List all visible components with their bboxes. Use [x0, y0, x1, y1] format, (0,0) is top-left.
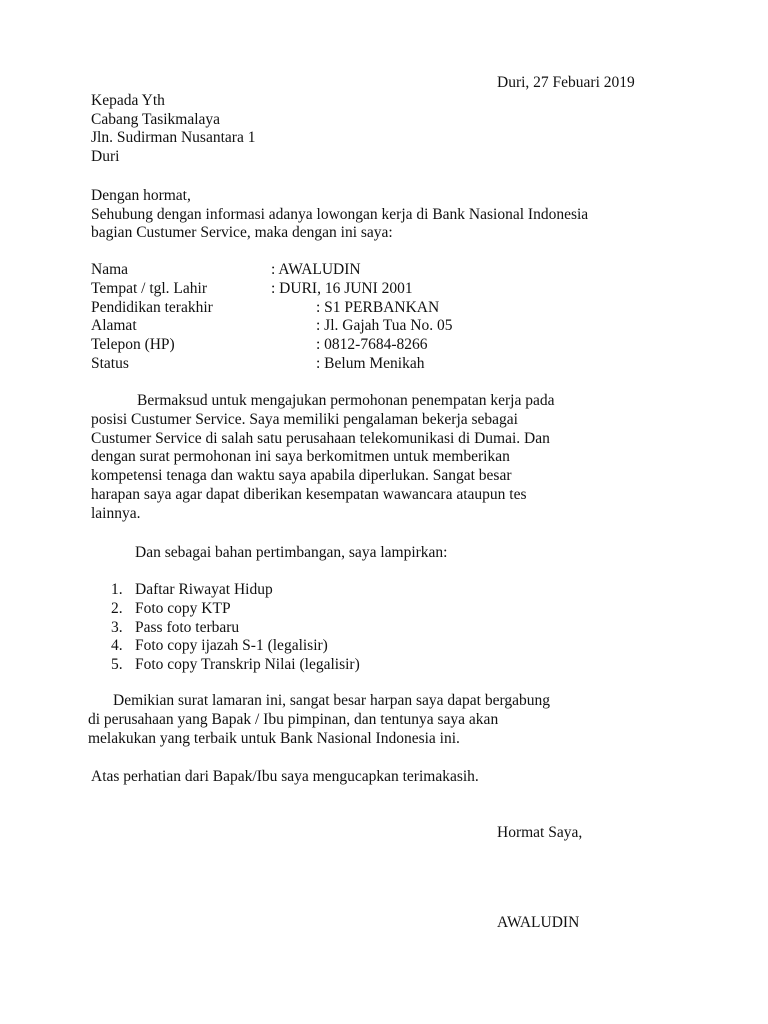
closing-paragraph — [88, 691, 550, 748]
list-text: Pass foto terbaru — [135, 618, 240, 636]
paragraph-line: lainnya. — [91, 504, 141, 522]
bio-label: Pendidikan terakhir — [91, 298, 213, 316]
intro-line: bagian Custumer Service, maka dengan ini saya: — [91, 224, 393, 242]
signer-name: AWALUDIN — [497, 914, 580, 931]
bio-label: Alamat — [91, 317, 137, 335]
recipient-line: Duri — [91, 147, 120, 165]
attachments-intro: Dan sebagai bahan pertimbangan, saya lampirkan: — [135, 544, 448, 561]
list-text: Foto copy ijazah S-1 (legalisir) — [135, 637, 328, 655]
list-text: Daftar Riwayat Hidup — [135, 581, 273, 598]
bio-label: Tempat / tgl. Lahir — [91, 279, 207, 297]
paragraph-line: Bermaksud untuk mengajukan permohonan penempatan kerja pada — [137, 392, 555, 409]
paragraph-line: kompetensi tenaga dan waktu saya apabila diperlukan. Sangat besar — [91, 467, 512, 485]
list-number: 4. — [111, 637, 123, 655]
list-text: Foto copy Transkrip Nilai (legalisir) — [135, 656, 360, 674]
greeting: Dengan hormat, — [91, 187, 191, 204]
bio-label: Telepon (HP) — [91, 336, 175, 354]
bio-value: : Jl. Gajah Tua No. 05 — [316, 317, 453, 335]
list-number: 2. — [111, 599, 123, 617]
recipient-line: Jln. Sudirman Nusantara 1 — [91, 129, 256, 147]
intro-line: Sehubung dengan informasi adanya lowongan kerja di Bank Nasional Indonesia — [91, 205, 589, 223]
paragraph-line: harapan saya agar dapat diberikan kesempatan wawancara ataupun tes — [91, 485, 527, 503]
bio-label: Nama — [91, 261, 129, 278]
bio-value: : 0812-7684-8266 — [316, 336, 428, 354]
recipient-line: Cabang Tasikmalaya — [91, 110, 221, 128]
paragraph-line: Custumer Service di salah satu perusahaan telekomunikasi di Dumai. Dan — [91, 429, 550, 447]
list-number: 5. — [111, 656, 123, 674]
thanks-line: Atas perhatian dari Bapak/Ibu saya mengucapkan terimakasih. — [91, 768, 479, 785]
closing-line: di perusahaan yang Bapak / Ibu pimpinan, dan tentunya saya akan — [88, 711, 499, 728]
recipient-address — [91, 91, 255, 165]
list-number: 3. — [111, 618, 123, 636]
list-text: Foto copy KTP — [135, 599, 231, 617]
greeting-block — [91, 186, 588, 242]
paragraph-line: posisi Custumer Service. Saya memiliki pengalaman bekerja sebagai — [91, 410, 518, 428]
letter-date: Duri, 27 Febuari 2019 — [497, 74, 635, 91]
bio-label: Status — [91, 354, 129, 372]
closing-line: melakukan yang terbaik untuk Bank Nasional Indonesia ini. — [88, 730, 460, 747]
bio-value: : S1 PERBANKAN — [316, 298, 440, 316]
sign-off: Hormat Saya, — [497, 824, 583, 841]
bio-value: : AWALUDIN — [271, 261, 361, 278]
body-paragraph — [91, 391, 555, 523]
list-number: 1. — [111, 581, 123, 598]
recipient-line: Kepada Yth — [91, 92, 165, 109]
bio-value: : DURI, 16 JUNI 2001 — [271, 279, 413, 297]
paragraph-line: dengan surat permohonan ini saya berkomitmen untuk memberikan — [91, 448, 510, 466]
closing-line: Demikian surat lamaran ini, sangat besar harpan saya dapat bergabung — [113, 692, 550, 709]
bio-value: : Belum Menikah — [316, 354, 425, 372]
